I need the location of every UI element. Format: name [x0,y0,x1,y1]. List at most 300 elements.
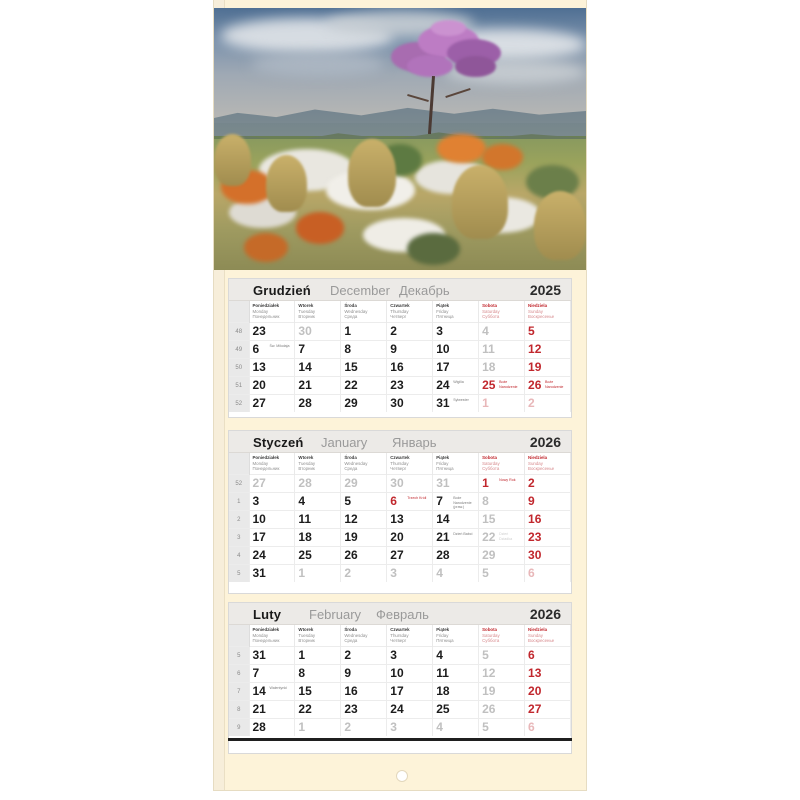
day-number: 9 [528,494,535,508]
hanging-hole [396,770,408,782]
day-cell[interactable] [295,701,341,719]
day-number: 13 [390,512,404,526]
day-cell[interactable] [525,701,571,719]
week-number-cell: 5 [229,647,249,665]
day-number: 2 [344,720,352,734]
day-number: 15 [298,684,312,698]
day-cell[interactable] [295,511,341,529]
weekday-sunday: Niedziela Sunday Воскресенье [525,625,571,647]
week-row [229,341,571,359]
month-header [229,279,571,301]
week-row [229,719,571,737]
day-number: 27 [528,702,542,716]
day-cell[interactable] [249,511,295,529]
photo-grass-tuft [348,139,396,207]
day-cell[interactable] [341,377,387,395]
day-number: 1 [298,648,306,662]
day-number: 3 [436,324,443,338]
day-number: 10 [390,666,404,680]
day-number: 3 [390,566,397,580]
day-cell[interactable] [525,565,571,583]
week-number-cell: 52 [229,475,249,493]
day-cell[interactable] [249,565,295,583]
day-number: 29 [482,548,496,562]
day-number: 19 [344,530,358,544]
month-name-en: December [330,283,390,298]
day-cell[interactable] [433,323,479,341]
week-row [229,683,571,701]
day-cell[interactable] [433,359,479,377]
week-number-cell: 4 [229,547,249,565]
day-number: 17 [436,360,450,374]
day-number: 1 [482,476,489,490]
day-cell[interactable] [387,493,433,511]
day-number: 25 [482,378,496,392]
day-number: 23 [344,702,358,716]
day-cell[interactable] [433,493,479,511]
day-cell[interactable] [525,323,571,341]
week-number-header [229,301,249,323]
weekday-monday: Poniedziałek Monday Понедельник [249,301,295,323]
day-cell[interactable] [525,395,571,413]
month-year: 2026 [529,434,561,450]
weekday-header-row [229,301,571,323]
week-number-cell: 2 [229,511,249,529]
day-cell[interactable] [479,719,525,737]
day-number: 29 [344,396,358,410]
day-cell[interactable] [479,511,525,529]
day-number: 26 [482,702,496,716]
day-number: 7 [436,494,443,508]
day-number: 30 [298,324,312,338]
day-number: 5 [344,494,352,508]
day-number: 12 [482,666,496,680]
weekday-tuesday: Wtorek Tuesday Вторник [295,301,341,323]
day-cell[interactable] [433,547,479,565]
month-name-pl: Luty [253,607,282,622]
day-number: 7 [252,666,260,680]
calendar-grid [229,453,571,582]
day-cell[interactable] [479,665,525,683]
day-number: 6 [252,342,260,356]
weekday-monday: Poniedziałek Monday Понедельник [249,625,295,647]
day-cell[interactable] [295,493,341,511]
week-number-cell: 48 [229,323,249,341]
day-number: 31 [436,476,450,490]
day-cell[interactable] [341,647,387,665]
day-cell[interactable] [433,565,479,583]
day-cell[interactable] [341,493,387,511]
day-number: 28 [436,548,450,562]
weeks-body-december [229,323,571,413]
day-note: Boże Narodzenie [545,380,564,389]
day-note: Św. Mikołaja [269,344,290,348]
day-cell[interactable] [249,529,295,547]
day-cell[interactable] [479,529,525,547]
week-number-cell: 50 [229,359,249,377]
day-number: 27 [252,396,266,410]
day-cell[interactable] [295,475,341,493]
day-cell[interactable] [479,493,525,511]
day-note: Walentynki [269,686,287,690]
weekday-wednesday: Środa Wednesday Среда [341,453,387,475]
day-number: 29 [344,476,358,490]
day-number: 6 [528,720,535,734]
day-cell[interactable] [249,701,295,719]
day-cell[interactable] [387,377,433,395]
day-cell[interactable] [479,565,525,583]
day-cell[interactable] [341,547,387,565]
day-cell[interactable] [433,683,479,701]
weekday-friday: Piątek Friday Пятница [433,301,479,323]
photo-flowering-tree [378,18,512,97]
week-number-cell: 49 [229,341,249,359]
month-header [229,603,571,625]
day-cell[interactable] [387,511,433,529]
day-number: 17 [390,684,404,698]
day-number: 24 [436,378,450,392]
day-number: 8 [298,666,306,680]
day-number: 18 [436,684,450,698]
weekday-tuesday: Wtorek Tuesday Вторник [295,453,341,475]
day-number: 12 [528,342,542,356]
day-note: Boże Narodzenie [499,380,518,389]
day-number: 6 [528,566,535,580]
weekday-wednesday: Środa Wednesday Среда [341,301,387,323]
day-cell[interactable] [525,719,571,737]
day-cell[interactable] [295,547,341,565]
day-cell[interactable] [295,647,341,665]
day-number: 6 [390,494,397,508]
day-cell[interactable] [433,395,479,413]
day-note: Nowy Rok [499,478,516,482]
day-number: 28 [298,476,312,490]
day-cell[interactable] [341,719,387,737]
day-number: 25 [436,702,450,716]
day-cell[interactable] [525,511,571,529]
day-cell[interactable] [525,359,571,377]
day-number: 23 [390,378,404,392]
photo-grass-tuft [266,155,307,213]
day-cell[interactable] [249,683,295,701]
day-cell[interactable] [341,511,387,529]
day-cell[interactable] [525,665,571,683]
day-cell[interactable] [341,475,387,493]
week-row [229,377,571,395]
day-number: 1 [298,720,306,734]
day-cell[interactable] [249,493,295,511]
day-note: Wigilia [453,380,464,384]
day-number: 21 [436,530,450,544]
day-number: 22 [298,702,312,716]
day-cell[interactable] [249,665,295,683]
day-number: 16 [344,684,358,698]
day-cell[interactable] [387,475,433,493]
day-cell[interactable] [525,547,571,565]
day-cell[interactable] [249,377,295,395]
day-cell[interactable] [295,719,341,737]
week-row [229,323,571,341]
day-cell[interactable] [387,547,433,565]
day-cell[interactable] [479,475,525,493]
day-cell[interactable] [387,683,433,701]
day-number: 11 [482,342,495,356]
photo-orange-shrub [296,212,344,243]
day-cell[interactable] [387,395,433,413]
week-row [229,475,571,493]
week-row [229,701,571,719]
day-number: 5 [482,720,489,734]
day-number: 10 [436,342,450,356]
weekday-friday: Piątek Friday Пятница [433,453,479,475]
header-photo [214,8,586,270]
day-number: 8 [482,494,489,508]
weekday-sunday: Niedziela Sunday Воскресенье [525,301,571,323]
day-number: 18 [298,530,312,544]
month-name-pl: Grudzień [253,283,311,298]
day-cell[interactable] [387,719,433,737]
day-cell[interactable] [341,323,387,341]
day-note: Sylwester [453,398,469,402]
photo-cloud [251,53,385,77]
day-number: 9 [344,666,352,680]
day-cell[interactable] [479,395,525,413]
day-cell[interactable] [249,719,295,737]
day-cell[interactable] [433,475,479,493]
day-cell[interactable] [525,341,571,359]
day-cell[interactable] [525,683,571,701]
day-number: 30 [528,548,542,562]
month-name-ru: Январь [392,435,437,450]
month-name-en: January [321,435,368,450]
day-number: 21 [298,378,312,392]
day-number: 23 [528,530,542,544]
day-cell[interactable] [479,547,525,565]
day-number: 27 [252,476,266,490]
day-number: 5 [482,648,489,662]
day-cell[interactable] [387,665,433,683]
day-number: 19 [528,360,542,374]
day-number: 14 [298,360,312,374]
day-number: 2 [390,324,397,338]
day-number: 22 [482,530,496,544]
day-cell[interactable] [387,647,433,665]
day-cell[interactable] [387,323,433,341]
day-cell[interactable] [433,341,479,359]
day-cell[interactable] [479,701,525,719]
day-cell[interactable] [295,377,341,395]
week-number-cell: 1 [229,493,249,511]
week-row [229,565,571,583]
day-cell[interactable] [433,719,479,737]
day-cell[interactable] [433,529,479,547]
week-number-cell: 6 [229,665,249,683]
day-cell[interactable] [525,529,571,547]
day-cell[interactable] [479,359,525,377]
day-number: 3 [390,720,397,734]
week-row [229,493,571,511]
bottom-rule [228,738,572,741]
day-cell[interactable] [295,665,341,683]
day-note: Dzień Babci [453,532,473,536]
day-number: 20 [528,684,542,698]
day-number: 13 [528,666,542,680]
day-number: 2 [344,648,352,662]
month-year: 2025 [529,282,561,298]
day-number: 15 [344,360,358,374]
weekday-monday: Poniedziałek Monday Понедельник [249,453,295,475]
weekday-sunday: Niedziela Sunday Воскресенье [525,453,571,475]
day-number: 24 [390,702,404,716]
day-cell[interactable] [249,647,295,665]
day-cell[interactable] [479,647,525,665]
day-note: Boże Narodzenie (praw.) [453,496,472,510]
weekday-tuesday: Wtorek Tuesday Вторник [295,625,341,647]
day-number: 17 [252,530,266,544]
week-number-cell: 5 [229,565,249,583]
month-name-ru: Февраль [376,607,429,622]
photo-orange-shrub [437,134,485,163]
day-cell[interactable] [249,475,295,493]
week-number-cell: 51 [229,377,249,395]
day-cell[interactable] [433,665,479,683]
weekday-wednesday: Środa Wednesday Среда [341,625,387,647]
day-number: 10 [252,512,266,526]
day-cell[interactable] [479,377,525,395]
calendar-grid [229,301,571,412]
day-cell[interactable] [341,565,387,583]
day-cell[interactable] [433,701,479,719]
day-cell[interactable] [387,529,433,547]
day-cell[interactable] [525,493,571,511]
day-cell[interactable] [479,341,525,359]
month-header [229,431,571,453]
day-number: 31 [436,396,450,410]
day-number: 1 [298,566,306,580]
week-row [229,511,571,529]
weekday-thursday: Czwartek Thursday Четверг [387,301,433,323]
weekday-saturday: Sobota Saturday Суббота [479,453,525,475]
day-number: 23 [252,324,266,338]
day-number: 24 [252,548,266,562]
day-cell[interactable] [341,529,387,547]
week-number-cell: 7 [229,683,249,701]
weekday-thursday: Czwartek Thursday Четверг [387,453,433,475]
day-number: 21 [252,702,266,716]
day-number: 25 [298,548,312,562]
day-cell[interactable] [433,377,479,395]
day-cell[interactable] [525,377,571,395]
day-number: 3 [252,494,260,508]
day-cell[interactable] [295,529,341,547]
day-number: 2 [528,396,535,410]
week-number-header [229,625,249,647]
day-number: 5 [528,324,535,338]
day-number: 22 [344,378,358,392]
day-number: 15 [482,512,496,526]
day-cell[interactable] [249,547,295,565]
day-note: Dzień Dziadka [499,532,513,541]
day-cell[interactable] [387,701,433,719]
day-number: 2 [528,476,535,490]
day-cell[interactable] [249,359,295,377]
day-cell[interactable] [341,701,387,719]
day-cell[interactable] [249,323,295,341]
weekday-friday: Piątek Friday Пятница [433,625,479,647]
day-cell[interactable] [295,323,341,341]
day-cell[interactable] [479,683,525,701]
day-number: 28 [252,720,266,734]
calendar-grid [229,625,571,736]
weekday-thursday: Czwartek Thursday Четверг [387,625,433,647]
day-number: 2 [344,566,352,580]
day-number: 4 [436,648,443,662]
day-cell[interactable] [387,565,433,583]
day-number: 16 [390,360,404,374]
day-cell[interactable] [341,683,387,701]
day-cell[interactable] [433,511,479,529]
day-number: 1 [344,324,352,338]
week-number-header [229,453,249,475]
day-cell[interactable] [525,647,571,665]
day-cell[interactable] [387,341,433,359]
day-cell[interactable] [295,565,341,583]
day-cell[interactable] [295,359,341,377]
day-number: 8 [344,342,352,356]
day-number: 30 [390,396,404,410]
day-number: 14 [436,512,450,526]
weeks-body-february [229,647,571,737]
day-cell[interactable] [479,323,525,341]
day-number: 31 [252,648,266,662]
week-row [229,529,571,547]
day-number: 27 [390,548,404,562]
day-cell[interactable] [295,395,341,413]
day-cell[interactable] [341,341,387,359]
week-row [229,547,571,565]
week-number-cell: 52 [229,395,249,413]
day-number: 14 [252,684,266,698]
weekday-header-row [229,625,571,647]
day-note: Trzech Króli [407,496,427,500]
day-cell[interactable] [341,359,387,377]
day-number: 19 [482,684,496,698]
month-name-en: February [309,607,362,622]
day-cell[interactable] [295,341,341,359]
day-cell[interactable] [387,359,433,377]
photo-grass-tuft [452,165,508,238]
weekday-saturday: Sobota Saturday Суббота [479,301,525,323]
day-cell[interactable] [249,341,295,359]
day-cell[interactable] [525,475,571,493]
week-row [229,665,571,683]
day-number: 26 [344,548,358,562]
day-number: 9 [390,342,397,356]
day-cell[interactable] [433,647,479,665]
day-number: 4 [482,324,489,338]
week-row [229,647,571,665]
day-cell[interactable] [295,683,341,701]
weeks-body-january [229,475,571,583]
day-cell[interactable] [341,665,387,683]
day-number: 11 [298,512,312,526]
day-number: 30 [390,476,404,490]
day-number: 7 [298,342,306,356]
day-cell[interactable] [341,395,387,413]
day-number: 16 [528,512,542,526]
weekday-saturday: Sobota Saturday Суббота [479,625,525,647]
day-cell[interactable] [249,395,295,413]
